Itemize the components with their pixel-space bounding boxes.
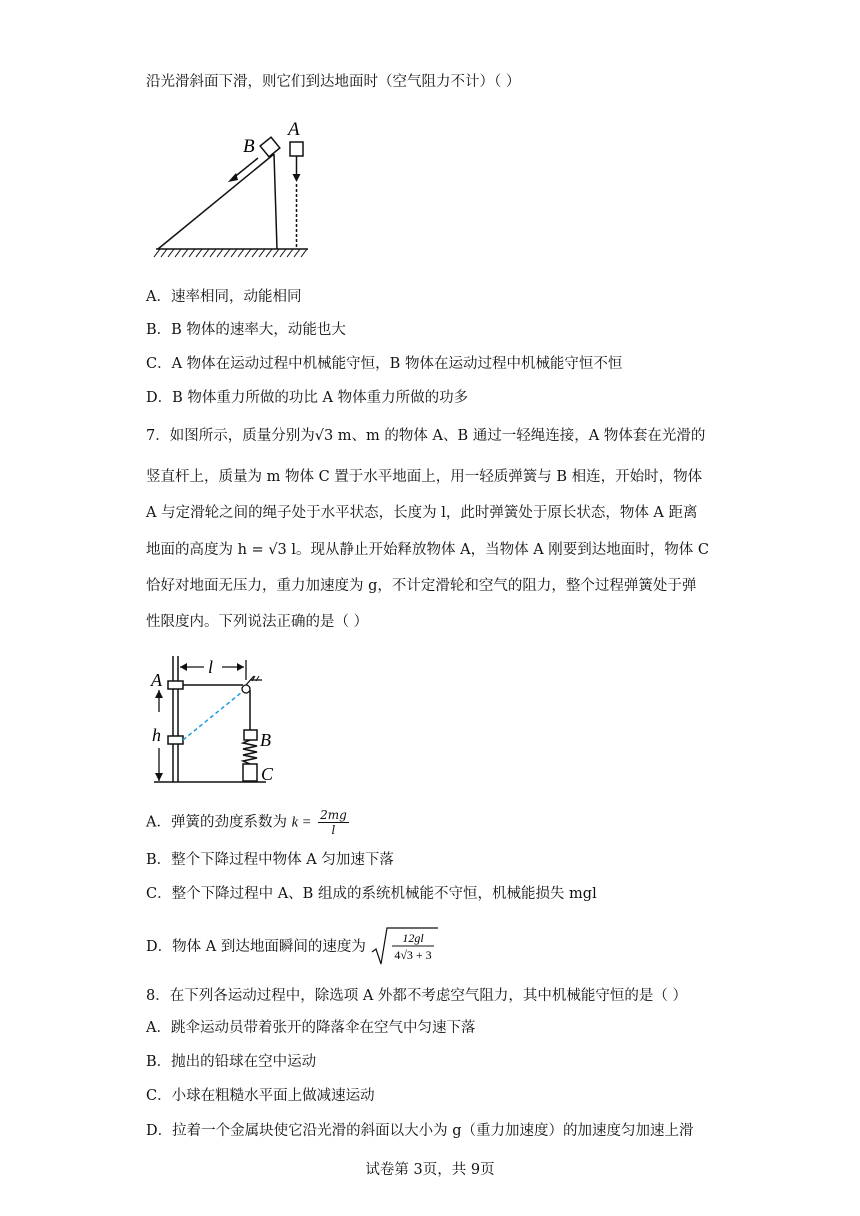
q7-option-c: C．整个下降过程中 A、B 组成的系统机械能不守恒，机械能损失 mgl xyxy=(146,886,597,902)
label-l: l xyxy=(208,657,214,677)
q7-option-a-lhs: k = xyxy=(291,814,312,831)
q6-option-d: D．B 物体重力所做的功比 A 物体重力所做的功多 xyxy=(146,390,469,406)
q8-stem: 8．在下列各运动过程中，除选项 A 外都不考虑空气阻力，其中机械能守恒的是（ ） xyxy=(146,988,688,1004)
incline-figure xyxy=(150,112,320,264)
label-b: B xyxy=(243,136,255,157)
q8-option-d: D．拉着一个金属块使它沿光滑的斜面以大小为 g（重力加速度）的加速度匀加速上滑 xyxy=(146,1123,694,1139)
q7-stem-line-2: 竖直杆上，质量为 m 物体 C 置于水平地面上，用一轻质弹簧与 B 相连，开始时，物体 xyxy=(146,469,703,485)
sqrt-denominator: 4√3 + 3 xyxy=(394,948,433,962)
q7-stem-line-6: 性限度内。下列说法正确的是（ ） xyxy=(146,614,369,630)
q7-stem-line-1: 7．如图所示，质量分别为√3 m、m 的物体 A、B 通过一轻绳连接，A 物体套在光滑的 xyxy=(146,428,706,444)
q8-option-c: C．小球在粗糙水平面上做减速运动 xyxy=(146,1088,375,1104)
fraction-numerator: 2mg xyxy=(320,808,347,822)
q7-option-a-text: A．弹簧的劲度系数为 xyxy=(146,814,287,831)
q7-option-d xyxy=(146,926,440,968)
q7-stem-line-4: 地面的高度为 h = √3 l。现从静止开始释放物体 A，当物体 A 刚要到达地面时，物体 C xyxy=(146,542,709,558)
sqrt-expression xyxy=(370,926,440,968)
q8-option-b: B．抛出的铅球在空中运动 xyxy=(146,1054,317,1070)
label-a: A xyxy=(288,119,300,140)
pulley-figure xyxy=(146,650,292,788)
q6-option-a: A．速率相同，动能相同 xyxy=(146,289,302,305)
q6-option-b: B．B 物体的速率大，动能也大 xyxy=(146,322,346,338)
q8-option-a: A．跳伞运动员带着张开的降落伞在空气中匀速下落 xyxy=(146,1020,476,1036)
sqrt-sign xyxy=(370,926,440,968)
q6-option-c: C．A 物体在运动过程中机械能守恒，B 物体在运动过程中机械能守恒不恒 xyxy=(146,356,623,372)
q7-option-d-text: D．物体 A 到达地面瞬间的速度为 xyxy=(146,939,366,955)
q7-option-b: B．整个下降过程中物体 A 匀加速下落 xyxy=(146,852,394,868)
sqrt-numerator: 12gl xyxy=(402,931,425,945)
q7-stem-line-3: A 与定滑轮之间的绳子处于水平状态，长度为 l，此时弹簧处于原长状态，物体 A 距离 xyxy=(146,505,698,521)
fraction-denominator: l xyxy=(331,823,336,837)
page-footer: 试卷第 3页，共 9页 xyxy=(365,1162,495,1178)
q7-option-a-fraction xyxy=(318,808,349,837)
label-c: C xyxy=(261,764,274,784)
label-h: h xyxy=(152,725,161,745)
label-b: B xyxy=(260,730,271,750)
question-6-stem-tail: 沿光滑斜面下滑，则它们到达地面时（空气阻力不计）（ ） xyxy=(146,74,521,90)
label-a: A xyxy=(151,670,162,690)
q7-stem-line-5: 恰好对地面无压力，重力加速度为 g，不计定滑轮和空气的阻力，整个过程弹簧处于弹 xyxy=(146,578,697,594)
q7-option-a xyxy=(146,808,349,837)
